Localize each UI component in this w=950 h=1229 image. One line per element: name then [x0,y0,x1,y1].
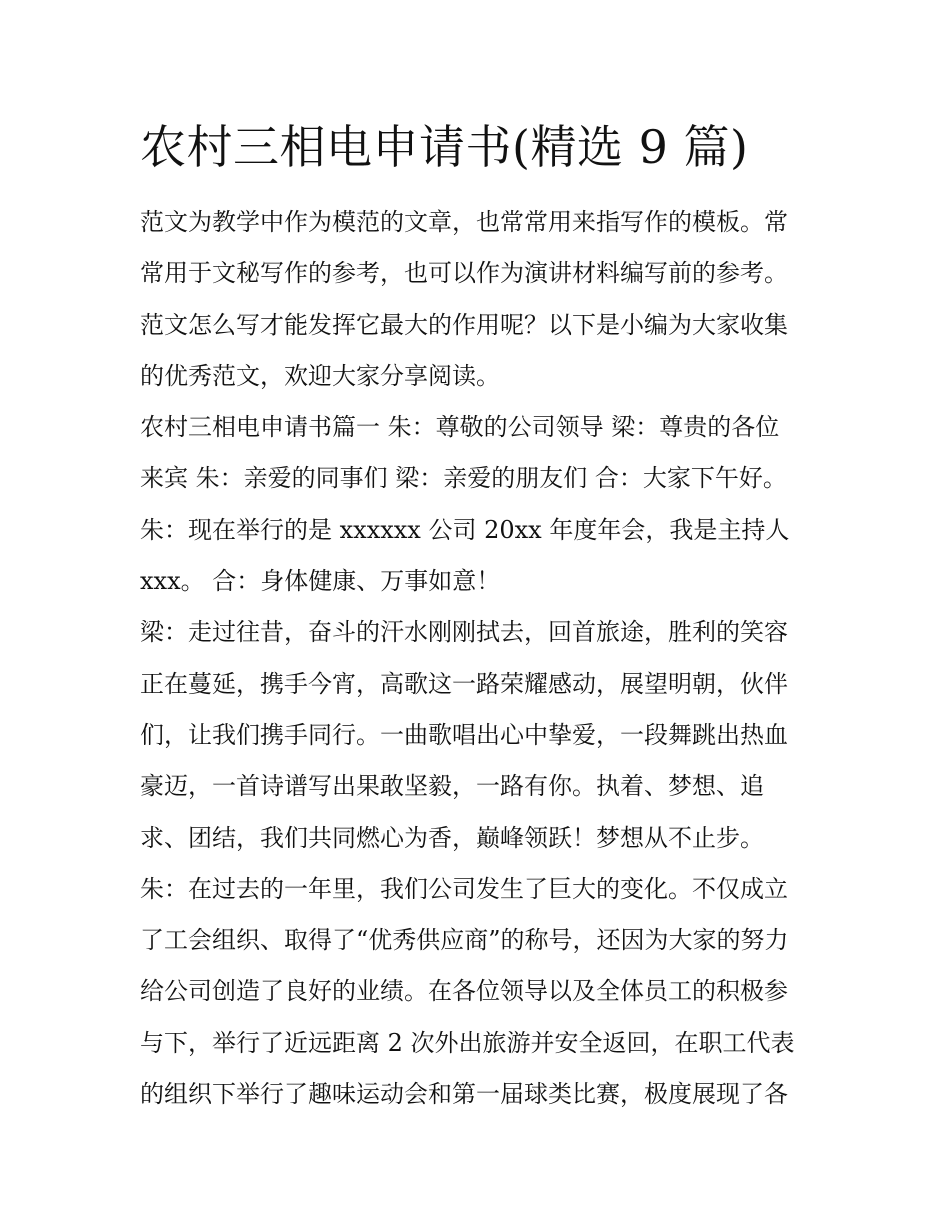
paragraph-line: 农村三相电申请书篇一 朱：尊敬的公司领导 梁：尊贵的各位 [140,413,780,442]
document-body [140,197,820,1120]
paragraph-line: 了工会组织、取得了“优秀供应商”的称号，还因为大家的努力 [140,926,789,955]
paragraph-line: 朱：现在举行的是 xxxxxx 公司 20xx 年度年会，我是主持人 [140,515,790,544]
paragraph-line: 梁：走过往昔，奋斗的汗水刚刚拭去，回首旅途，胜利的笑容 [140,618,788,647]
document-title: 农村三相电申请书(精选 9 篇) [140,120,749,174]
paragraph-line: 与下，举行了近远距离 2 次外出旅游并安全返回，在职工代表 [140,1028,795,1057]
paragraph-line: 常用于文秘写作的参考，也可以作为演讲材料编写前的参考。 [140,259,788,288]
paragraph-line: 的优秀范文，欢迎大家分享阅读。 [140,361,500,390]
paragraph-line: 范文怎么写才能发挥它最大的作用呢？以下是小编为大家收集 [140,310,788,339]
paragraph-line: 给公司创造了良好的业绩。在各位领导以及全体员工的积极参 [140,977,788,1006]
paragraph-line: 朱：在过去的一年里，我们公司发生了巨大的变化。不仅成立 [140,874,788,903]
paragraph-line: 正在蔓延，携手今宵，高歌这一路荣耀感动，展望明朝，伙伴 [140,669,788,698]
paragraph-line: 豪迈，一首诗谱写出果敢坚毅，一路有你。执着、梦想、追 [140,772,764,801]
paragraph-line: 的组织下举行了趣味运动会和第一届球类比赛，极度展现了各 [140,1080,788,1109]
paragraph-line: 求、团结，我们共同燃心为香，巅峰领跃！梦想从不止步。 [140,823,764,852]
paragraph-line: xxx。 合：身体健康、万事如意！ [140,567,501,596]
paragraph-line: 来宾 朱：亲爱的同事们 梁：亲爱的朋友们 合：大家下午好。 [140,464,787,493]
paragraph-line: 们，让我们携手同行。一曲歌唱出心中挚爱，一段舞跳出热血 [140,720,788,749]
paragraph-line: 范文为教学中作为模范的文章，也常常用来指写作的模板。常 [140,208,788,236]
